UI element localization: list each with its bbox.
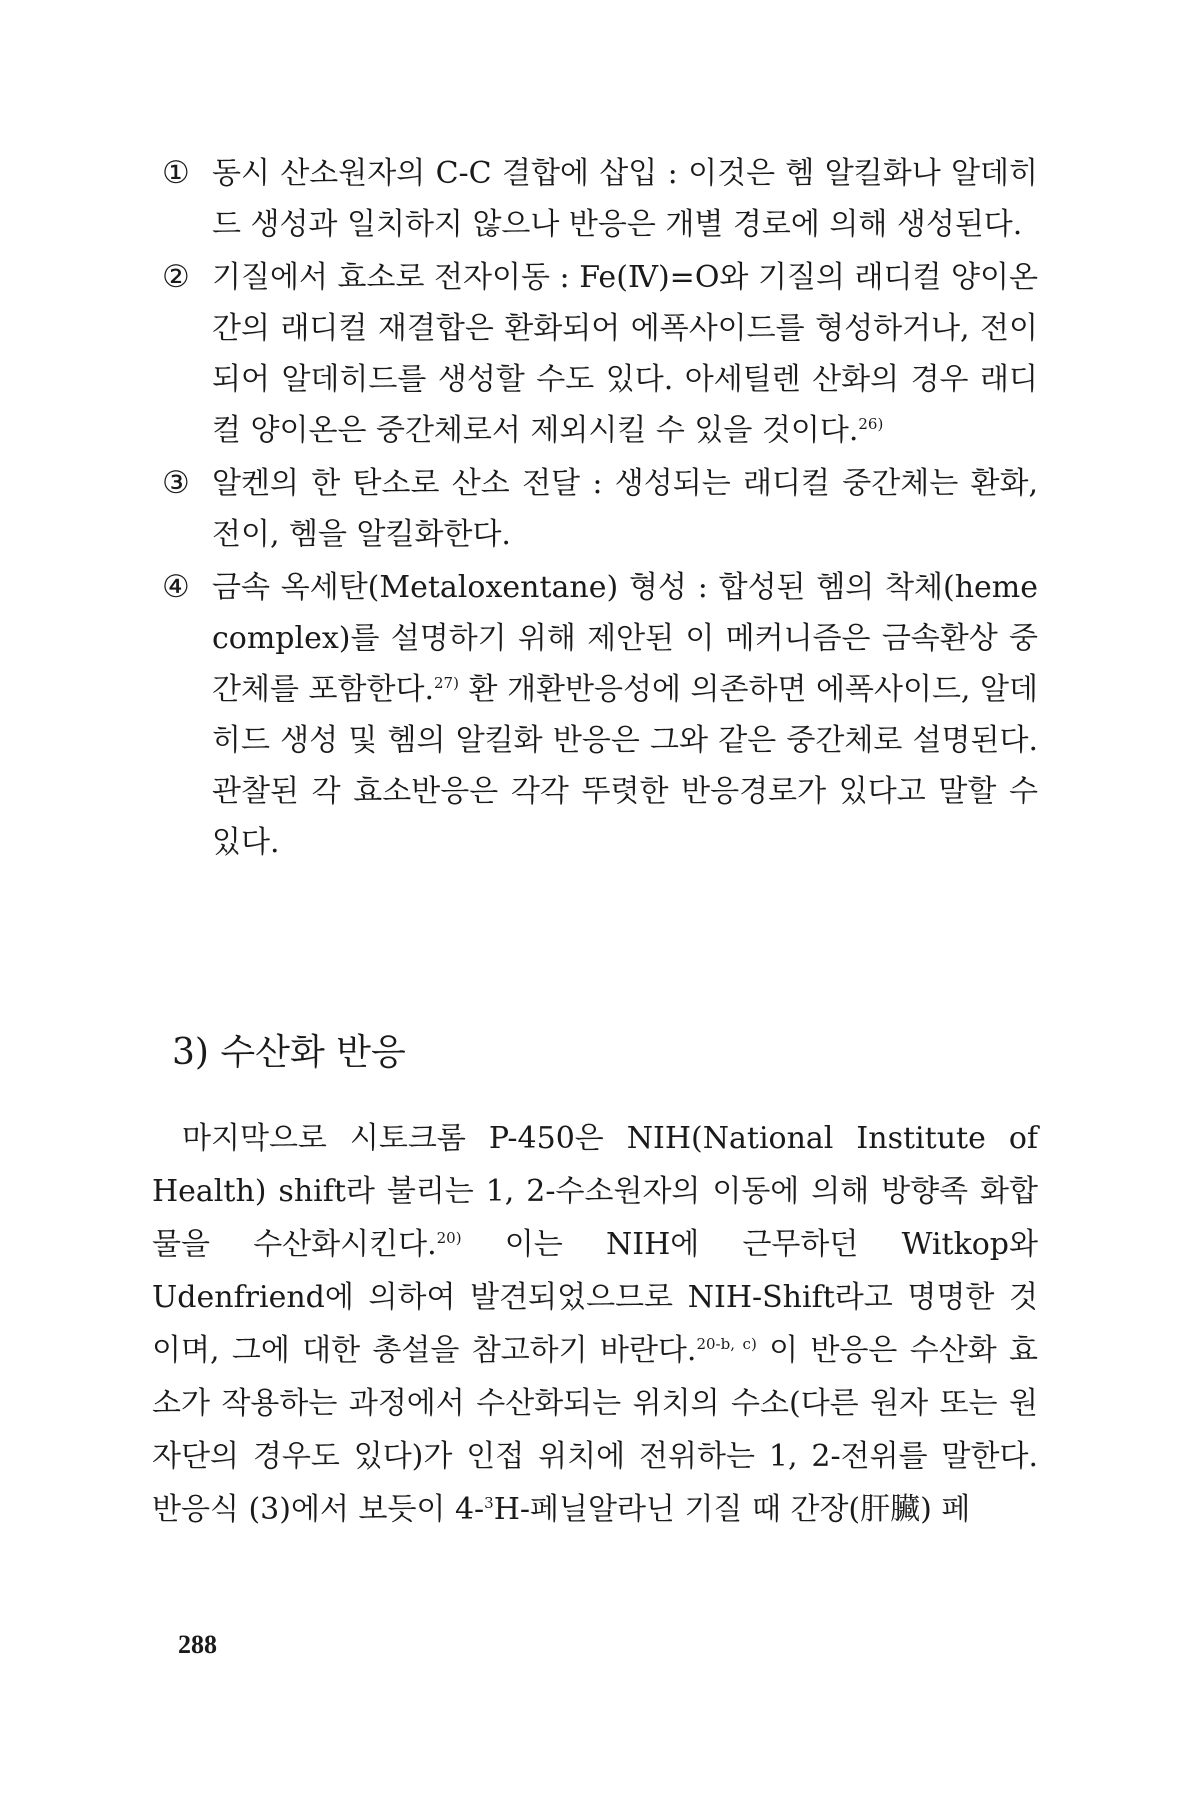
list-item-text: 금속 옥세탄(Metaloxentane) 형성 : 합성된 헴의 착체(heme complex)를 설명하기 위해 제안된 이 메커니즘은 금속환상 중간체를 포함한다. (212, 570, 1038, 707)
isotope-superscript: 3 (484, 1494, 494, 1512)
list-item-body (212, 252, 1038, 456)
paragraph-text: 이 반응은 수산화 효소가 작용하는 과정에서 수산화되는 위치의 수소(다른 원자 또는 원자단의 경우도 있다)가 인접 위치에 전위하는 1, 2-전위를 말한다. 반응식 (3)에서 보듯이 4- (152, 1333, 1039, 1527)
list-marker: ④ (162, 569, 190, 605)
reference-superscript: 20) (436, 1229, 462, 1247)
list-marker: ② (162, 259, 190, 295)
body-paragraph (152, 1112, 1038, 1536)
list-item-4 (162, 562, 1038, 868)
reference-superscript: 26) (858, 415, 884, 433)
list-item-3 (162, 458, 1038, 560)
reference-superscript: 20-b, c) (696, 1335, 757, 1353)
mechanism-list (162, 148, 1038, 870)
list-marker: ③ (162, 465, 190, 501)
page-number: 288 (178, 1630, 217, 1659)
paragraph-text: 이는 NIH에 근무하던 Witkop와 Udenfriend에 의하여 발견되었으므로 NIH-Shift라고 명명한 것이며, 그에 대한 총설을 참고하기 바란다. (152, 1227, 1038, 1368)
section-heading: 3) 수산화 반응 (172, 1032, 406, 1073)
list-item-text: 기질에서 효소로 전자이동 : Fe(Ⅳ)=O와 기질의 래디컬 양이온간의 래디컬 재결합은 환화되어 에폭사이드를 형성하거나, 전이되어 알데히드를 생성할 수도 있다. 아세틸렌 산화의 경우 래디컬 양이온은 중간체로서 제외시킬 수 있을 것이다. (212, 260, 1038, 448)
paragraph-text: 마지막으로 시토크롬 P-450은 NIH(National Institute of Health) shift라 불리는 1, 2-수소원자의 이동에 의해 방향족 화합물을 수산화시킨다. (152, 1121, 1038, 1262)
list-item-2 (162, 252, 1038, 456)
list-item-1 (162, 148, 1038, 250)
list-item-body (212, 562, 1038, 868)
list-item-text: 알켄의 한 탄소로 산소 전달 : 생성되는 래디컬 중간체는 환화, 전이, 헴을 알킬화한다. (212, 466, 1038, 552)
list-marker: ① (162, 155, 190, 191)
list-item-text: 동시 산소원자의 C-C 결합에 삽입 : 이것은 헴 알킬화나 알데히드 생성과 일치하지 않으나 반응은 개별 경로에 의해 생성된다. (212, 156, 1038, 242)
reference-superscript: 27) (433, 674, 459, 692)
list-item-text-continued: 환 개환반응성에 의존하면 에폭사이드, 알데히드 생성 및 헴의 알킬화 반응은 그와 같은 중간체로 설명된다. 관찰된 각 효소반응은 각각 뚜렷한 반응경로가 있다고 말할 수 있다. (212, 672, 1039, 860)
paragraph-text: H-페닐알라닌 기질 때 간장(肝臟) 페 (493, 1492, 971, 1527)
